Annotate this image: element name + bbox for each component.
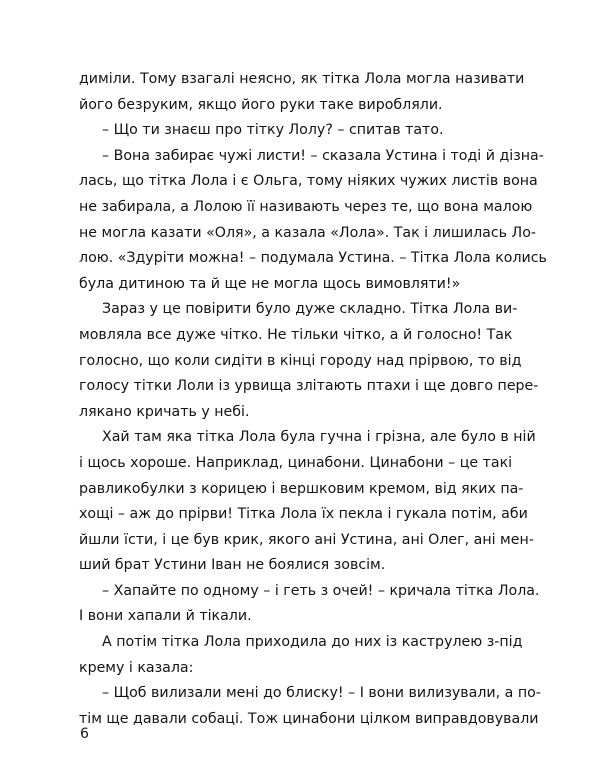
text-line: Зараз у це повірити було дуже складно. Тітка Лола ви- — [102, 301, 518, 318]
text-line: Хай там яка тітка Лола була гучна і грізна, але було в ній — [102, 429, 536, 446]
text-line: лякано кричать у небі. — [79, 403, 250, 420]
text-line: голосу тітки Лоли із урвища злітають птахи і ще довго пере- — [79, 378, 539, 395]
text-line: А потім тітка Лола приходила до них із каструлею з-під — [102, 634, 523, 651]
text-line: не забирала, а Лолою її називають через те, що вона малою — [79, 198, 533, 215]
text-line: крему і казала: — [79, 659, 194, 676]
text-line: ший брат Устини Іван не боялися зовсім. — [79, 557, 386, 574]
text-line: І вони хапали й тікали. — [79, 608, 252, 625]
text-line: і щось хороше. Наприклад, цинабони. Цинабони – це такі — [79, 454, 513, 471]
text-line: – Щоб вилизали мені до блиску! – І вони вилизували, а по- — [102, 685, 541, 702]
text-line: хощі – аж до прірви! Тітка Лола їх пекла і гукала потім, аби — [79, 506, 528, 523]
text-line: голосно, що коли сидіти в кінці городу над прірвою, то від — [79, 352, 522, 369]
text-line: його безруким, якщо його руки таке виробляли. — [79, 96, 443, 113]
text-line: – Хапайте по одному – і геть з очей! – кричала тітка Лола. — [102, 582, 540, 599]
text-line: тім ще давали собаці. Тож цинабони цілком виправдовували — [79, 710, 539, 727]
body-text — [79, 67, 547, 732]
text-line: – Що ти знаєш про тітку Лолу? – спитав тато. — [102, 122, 444, 139]
text-line: равликобулки з корицею і вершковим кремом, від яких па- — [79, 480, 524, 497]
text-line: диміли. Тому взагалі неясно, як тітка Лола могла називати — [79, 71, 525, 87]
text-line: мовляла все дуже чітко. Не тільки чітко, а й голосно! Так — [79, 326, 513, 343]
text-line: лась, що тітка Лола і є Ольга, тому ніяких чужих листів вона — [79, 173, 538, 190]
page-number: 6 — [80, 726, 89, 742]
text-line: не могла казати «Оля», а казала «Лола». Так і лишилась Ло- — [79, 224, 537, 241]
text-line: була дитиною та й ще не могла щось вимовляти!» — [79, 275, 461, 292]
text-line: йшли їсти, і це був крик, якого ані Устина, ані Олег, ані мен- — [79, 531, 534, 548]
text-line: лою. «Здуріти можна! – подумала Устина. – Тітка Лола колись — [79, 250, 547, 267]
text-line: – Вона забирає чужі листи! – сказала Устина і тоді й дізна- — [102, 147, 544, 164]
